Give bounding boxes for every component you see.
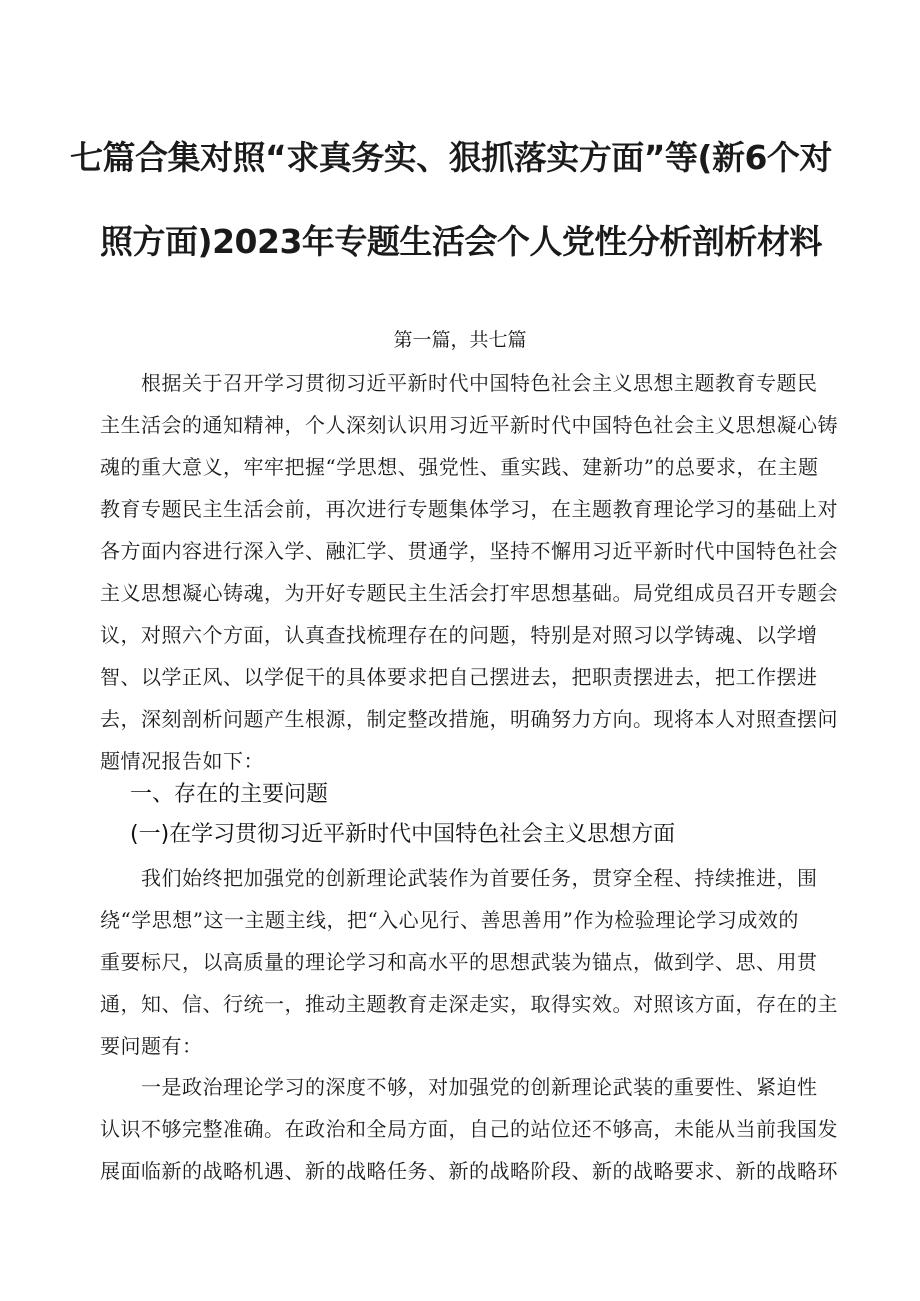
paragraph-line: 主义思想凝心铸魂，为开好专题民主生活会打牢思想基础。局党组成员召开专题会 (100, 581, 838, 605)
document-subtitle: 第一篇，共七篇 (393, 329, 527, 351)
document-title-line-1: 七篇合集对照“求真务实、狠抓落实方面”等(新6个对 (70, 138, 832, 177)
paragraph-line: 智、以学正风、以学促干的具体要求把自己摆进去，把职责摆进去，把工作摆进 (100, 665, 818, 689)
paragraph-line: 认识不够完整准确。在政治和全局方面，自己的站位还不够高，未能从当前我国发 (100, 1117, 838, 1141)
paragraph-line: 要问题有： (100, 1034, 203, 1058)
paragraph-line: 根据关于召开学习贯彻习近平新时代中国特色社会主义思想主题教育专题民 (100, 371, 818, 395)
paragraph-line: 通，知、信、行统一，推动主题教育走深走实，取得实效。对照该方面，存在的主 (100, 992, 838, 1016)
section-heading: 一、存在的主要问题 (130, 782, 329, 807)
paragraph-line: 教育专题民主生活会前，再次进行专题集体学习，在主题教育理论学习的基础上对 (100, 497, 838, 521)
paragraph-line: 重要标尺，以高质量的理论学习和高水平的思想武装为锚点，做到学、思、用贯 (100, 950, 818, 974)
paragraph-line: 展面临新的战略机遇、新的战略任务、新的战略阶段、新的战略要求、新的战略环 (100, 1159, 838, 1183)
paragraph-line: 主生活会的通知精神，个人深刻认识用习近平新时代中国特色社会主义思想凝心铸 (100, 413, 838, 437)
paragraph-line: 魂的重大意义，牢牢把握“学思想、强党性、重实践、建新功”的总要求，在主题 (100, 455, 819, 479)
paragraph-line: 我们始终把加强党的创新理论武装作为首要任务，贯穿全程、持续推进，围 (100, 866, 818, 890)
paragraph-line: 题情况报告如下： (100, 749, 264, 773)
paragraph-intro (100, 362, 860, 782)
paragraph-line: 各方面内容进行深入学、融汇学、贯通学，坚持不懈用习近平新时代中国特色社会 (100, 539, 838, 563)
paragraph-line: 一是政治理论学习的深度不够，对加强党的创新理论武装的重要性、紧迫性 (100, 1075, 818, 1099)
paragraph-issue-1 (100, 1066, 860, 1192)
paragraph-line: 去，深刻剖析问题产生根源，制定整改措施，明确努力方向。现将本人对照查摆问 (100, 707, 838, 731)
document-title-line-2: 照方面)2023年专题生活会个人党性分析剖析材料 (100, 222, 822, 261)
subsection-heading: (一)在学习贯彻习近平新时代中国特色社会主义思想方面 (130, 822, 676, 847)
paragraph-line: 绕“学思想”这一主题主线，把“入心见行、善思善用”作为检验理论学习成效的 (100, 908, 799, 932)
paragraph-section-1 (100, 857, 860, 1067)
paragraph-line: 议，对照六个方面，认真查找梳理存在的问题，特别是对照习以学铸魂、以学增 (100, 623, 818, 647)
